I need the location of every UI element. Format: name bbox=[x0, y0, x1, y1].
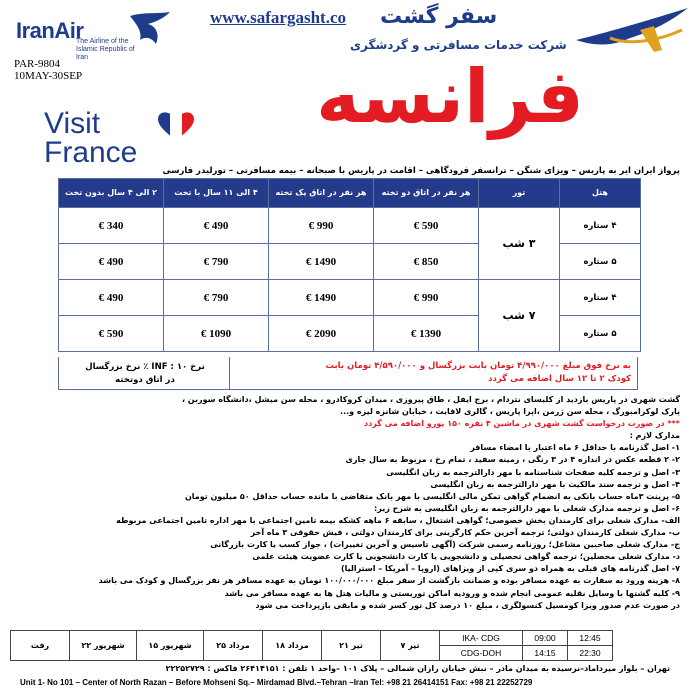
price-cell: 1090 € bbox=[164, 316, 269, 352]
price-table bbox=[58, 178, 641, 352]
list-item: ب- مدارک شغلی کارمندان دولتی؛ ترجمه آخرین حکم کارگزینی برای کارمندان دولتی ، فیش حقوقی ۳ ماه آخر bbox=[250, 528, 680, 538]
tour-dates: 10MAY-30SEP bbox=[14, 70, 83, 82]
hotel-cell: ۵ ستاره bbox=[560, 244, 641, 280]
price-cell: 850 € bbox=[374, 244, 479, 280]
date-cell: ۲۵ مرداد bbox=[204, 631, 263, 661]
website-link[interactable]: www.safargasht.co bbox=[210, 8, 346, 27]
brand-subtitle: شرکت خدمات مسافرتی و گردشگری bbox=[350, 38, 567, 52]
list-item: ۷- اصل گذرنامه های قبلی به همراه دو سری کپی از ویزاهای (اروپا – آمریکا – استرالیا) bbox=[340, 564, 680, 574]
price-cell: 590 € bbox=[59, 316, 164, 352]
airline-name: IranAir bbox=[16, 18, 84, 43]
direction-label: رفت bbox=[11, 631, 70, 661]
list-item: ج- مدارک شغلی صاحبین مشاغل؛ روزنامه رسمی شرکت (آگهی تاسیس و آخرین تغییرات) ، جواز کسب یا کارت بازرگانی bbox=[210, 540, 680, 550]
docs-title: مدارک لازم : bbox=[629, 431, 680, 441]
price-cell: 990 € bbox=[269, 208, 374, 244]
address-en: Unit 1- No 101 – Center of North Razan – Before Mohseni Sq.– Mirdamad Blvd.–Tehran –Iran Tel: +98 21 26414151 Fax: +98 21 22252729 bbox=[20, 678, 533, 687]
airplane-logo-icon bbox=[570, 0, 695, 60]
col-hotel: هتل bbox=[560, 179, 641, 208]
flight-schedule bbox=[10, 630, 613, 661]
route-cell: IKA- CDG bbox=[440, 631, 523, 646]
price-cell: 340 € bbox=[59, 208, 164, 244]
route-cell: CDG-DOH bbox=[440, 646, 523, 661]
list-item: د- مدارک شغلی محصلین؛ ترجمه گواهی تحصیلی و دانشجویی یا کارت دانشجویی یا کارت عضویت هیئت علمی bbox=[252, 552, 680, 562]
tour-cell: ۷ شب bbox=[479, 280, 560, 352]
visit-label: Visit bbox=[44, 107, 101, 140]
date-cell: ۲۲ شهریور bbox=[70, 631, 137, 661]
list-item: در صورت عدم صدور ویزا کومسیل کنسولگری ، مبلغ ۱۰ درصد کل تور کسر شده و مابقی بازپرداخت می شود bbox=[255, 600, 680, 610]
note-divider bbox=[229, 357, 230, 389]
tour-details bbox=[40, 394, 680, 612]
date-cell: ۱۵ شهریور bbox=[137, 631, 204, 661]
table-header-row bbox=[59, 179, 641, 208]
hotel-cell: ۴ ستاره bbox=[560, 280, 641, 316]
france-label: France bbox=[44, 136, 138, 169]
price-cell: 2090 € bbox=[269, 316, 374, 352]
infant-note: نرخ INF : ۱۰ ٪ نرخ بزرگسال در اتاق دوتخته bbox=[85, 362, 205, 385]
hotel-cell: ۴ ستاره bbox=[560, 208, 641, 244]
col-child-nobed: ۲ الی ۴ سال بدون تخت bbox=[59, 179, 164, 208]
list-item: ۹- کلیه گشتها با وسایل نقلیه عمومی انجام شده و ورودیه اماکن توریستی و مالیات هتل ها به عهده مسافر می باشد bbox=[224, 588, 680, 598]
tax-note: به نرخ فوق مبلغ ۴/۹۹۰/۰۰۰ تومان بابت بزرگسال و ۴/۵۹۰/۰۰۰ تومان بابت کودک ۲ تا ۱۲ سال اضافه می گردد bbox=[325, 361, 631, 384]
surcharge-note bbox=[58, 357, 638, 390]
price-cell: 590 € bbox=[374, 208, 479, 244]
price-cell: 790 € bbox=[164, 244, 269, 280]
list-item: ۵- پرینت ۳ماه حساب بانکی به انضمام گواهی تمکن مالی انگلیسی با مهر بانک متقاضی با مانده حساب حداقل ۵۰ میلیون تومان bbox=[184, 491, 680, 501]
price-cell: 1490 € bbox=[269, 280, 374, 316]
iranair-logo bbox=[14, 10, 184, 61]
col-child-bed: ۴ الی ۱۱ سال با تخت bbox=[164, 179, 269, 208]
list-item: ۲- ۲ قطعه عکس در اندازه ۴ در ۳ رنگی ، زمینه سفید ، تمام رخ ، مربوط به سال جاری bbox=[345, 455, 680, 465]
departure-time: 09:00 bbox=[523, 631, 568, 646]
date-cell: ۱۸ مرداد bbox=[263, 631, 322, 661]
list-item: ۸- هزینه ورود به سفارت به عهده مسافر بوده و ضمانت بازگشت از سفر مبلغ ۱۰۰/۰۰۰/۰۰۰ تومان به عهده مسافر هر نفر بزرگسال و کودک می باشد bbox=[98, 576, 680, 586]
price-cell: 790 € bbox=[164, 280, 269, 316]
list-item: الف- مدارک شغلی برای کارمندان بخش خصوصی؛ گواهی اشتغال ، سابقه ۶ ماهه کشکه بیمه تامین اجتماعی با مهر اداره تامین اجتماعی مربوطه bbox=[116, 515, 680, 525]
col-tour: تور bbox=[479, 179, 560, 208]
table-row bbox=[59, 208, 641, 244]
arrival-time: 12:45 bbox=[568, 631, 613, 646]
flight-row bbox=[11, 631, 613, 646]
col-single: هر نفر در اتاق یک تخته bbox=[269, 179, 374, 208]
col-double: هر نفر در اتاق دو تخته bbox=[374, 179, 479, 208]
city-tour-text: گشت شهری در پاریس بازدید از کلیسای نتردام ، برج ایفل ، طاق پیروزی ، میدان کروکادرو ، محله سن میشل ،دانشگاه سوربن ، bbox=[181, 395, 680, 404]
price-cell: 1390 € bbox=[374, 316, 479, 352]
address-fa: تهران – بلوار میرداماد–نرسیده به میدان مادر – نبش خیابان رازان شمالی – پلاک ۱۰۱ –واحد ۱ تلفن : ۲۶۴۱۴۱۵۱ فاکس : ۲۲۲۵۲۷۲۹ bbox=[165, 664, 670, 673]
hotel-cell: ۵ ستاره bbox=[560, 316, 641, 352]
homa-bird-icon bbox=[126, 10, 174, 54]
list-item: ۴- اصل و ترجمه سند مالکیت با مهر دارالترجمه به زبان انگلیسی bbox=[430, 479, 680, 489]
price-cell: 490 € bbox=[164, 208, 269, 244]
services-line: پرواز ایران ایر به پاریس – ویزای شنگن – ترانسفر فرودگاهی – اقامت در پاریس با صبحانه – بیمه مسافرتی – تورلیدر فارسی bbox=[162, 166, 680, 176]
list-item: ۶- اصل و ترجمه مدارک شغلی با مهر دارالترجمه به زبان انگلیسی به شرح زیر: bbox=[374, 503, 680, 513]
extra-tour-note: *** در صورت درخواست گشت شهری در ماشین ۴ نفره ۱۵۰ یورو اضافه می گردد bbox=[363, 419, 680, 429]
date-cell: ۷ تیر bbox=[381, 631, 440, 661]
price-cell: 990 € bbox=[374, 280, 479, 316]
price-cell: 490 € bbox=[59, 244, 164, 280]
page-title: فرانسه bbox=[316, 54, 584, 140]
arrival-time: 22:30 bbox=[568, 646, 613, 661]
tour-cell: ۳ شب bbox=[479, 208, 560, 280]
tour-code: PAR-9804 10MAY-30SEP bbox=[14, 58, 83, 82]
price-cell: 490 € bbox=[59, 280, 164, 316]
list-item: ۳- اصل و ترجمه کلیه صفحات شناسنامه با مهر دارالترجمه به زبان انگلیسی bbox=[386, 467, 680, 477]
price-cell: 1490 € bbox=[269, 244, 374, 280]
departure-time: 14:15 bbox=[523, 646, 568, 661]
flag-heart-icon bbox=[158, 112, 194, 142]
date-cell: ۲۱ تیر bbox=[322, 631, 381, 661]
airline-subtitle: The Airline of the Islamic Republic of Iran bbox=[76, 38, 135, 61]
list-item: ۱- اصل گذرنامه با حداقل ۶ ماه اعتبار با امضاء مسافر bbox=[470, 443, 680, 453]
brand-name: سفر گشت bbox=[380, 4, 498, 29]
city-tour-text: پارک لوکزامبورگ ، محله سن ژرمن ،اپرا پاریس ، گالری لافایت ، خیابان شانزه لیزه و... bbox=[340, 407, 680, 417]
table-row bbox=[59, 280, 641, 316]
